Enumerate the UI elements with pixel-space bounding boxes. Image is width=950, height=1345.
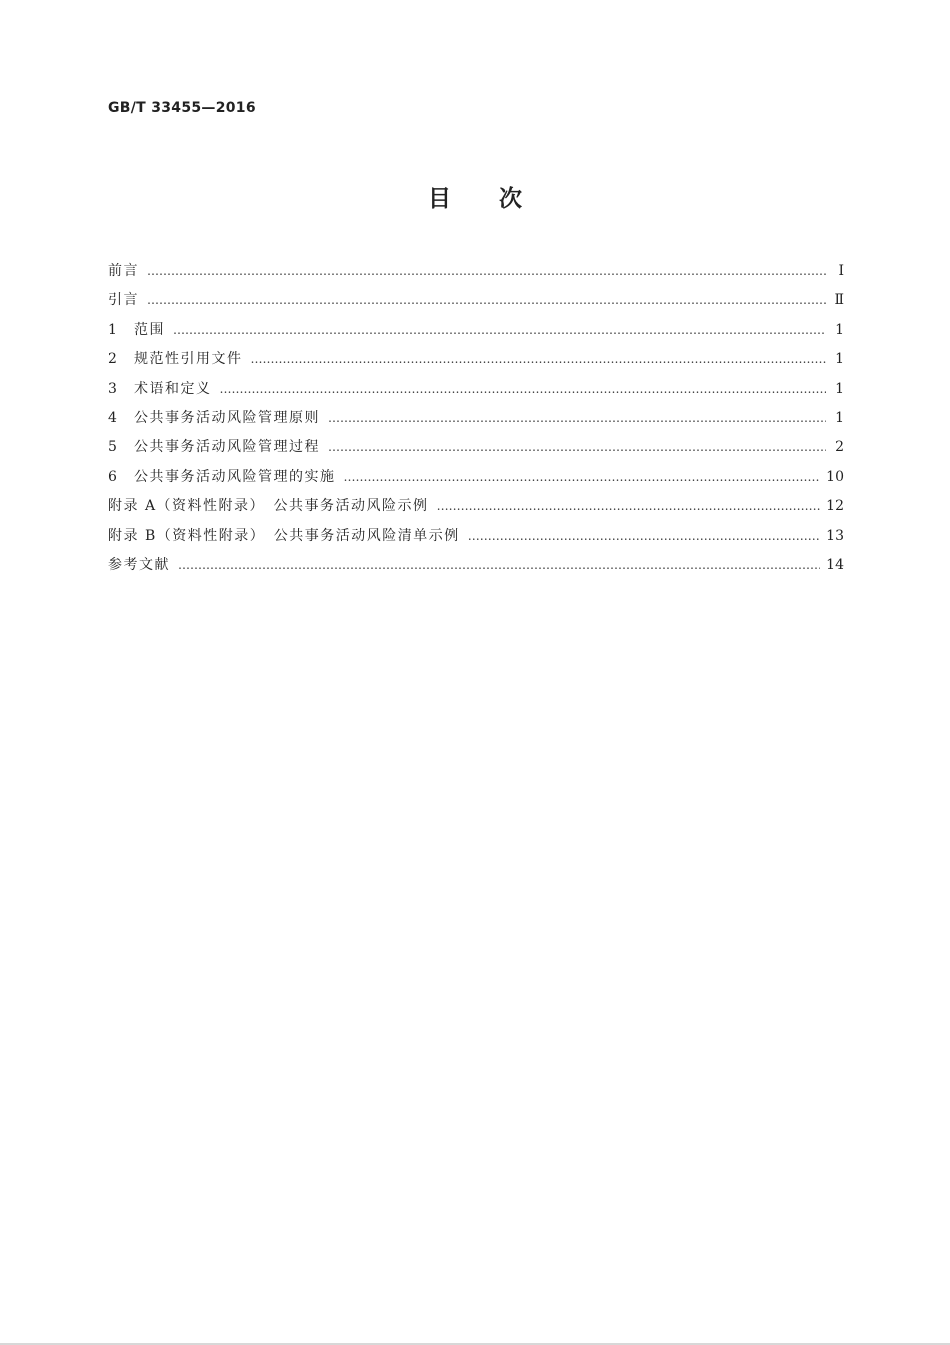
toc-entry-introduction[interactable] — [108, 288, 844, 317]
toc-entry-scope[interactable] — [108, 318, 844, 347]
toc-entry-principles[interactable] — [108, 406, 844, 435]
toc-entry-implementation[interactable] — [108, 465, 844, 494]
toc-entry-label: 公共事务活动风险管理原则 — [134, 409, 320, 426]
toc-entry-number: 5 — [108, 439, 117, 456]
toc-entry-label: 范围 — [134, 321, 165, 338]
toc-entry-label: 规范性引用文件 — [134, 351, 243, 368]
toc-entry-bibliography[interactable] — [108, 553, 844, 582]
toc-entry-number: 4 — [108, 409, 117, 426]
toc-entry-page: 1 — [835, 321, 844, 338]
toc-entry-label: 附录 B（资料性附录） 公共事务活动风险清单示例 — [108, 527, 460, 544]
toc-title-part2: 次 — [499, 186, 522, 212]
toc-leader-dots — [328, 406, 826, 430]
toc-entry-label: 前言 — [108, 263, 139, 279]
toc-entry-label: 附录 A（资料性附录） 公共事务活动风险示例 — [108, 498, 429, 515]
toc-leader-dots — [178, 553, 820, 577]
toc-entry-normative-references[interactable] — [108, 347, 844, 376]
toc-entry-number: 1 — [108, 321, 117, 338]
toc-title — [0, 180, 950, 213]
toc-entry-label: 公共事务活动风险管理的实施 — [134, 468, 336, 485]
toc-entry-page: 10 — [826, 468, 844, 485]
toc-entry-process[interactable] — [108, 435, 844, 464]
toc-entry-page: 1 — [835, 409, 844, 426]
toc-entry-page: 14 — [826, 556, 844, 573]
toc-entry-annex-a[interactable] — [108, 494, 844, 523]
toc-leader-dots — [251, 347, 827, 371]
toc-entry-number: 2 — [108, 351, 117, 368]
toc-entry-terms-definitions[interactable] — [108, 377, 844, 406]
toc-entry-page: Ⅰ — [838, 263, 844, 279]
toc-entry-annex-b[interactable] — [108, 524, 844, 553]
toc-leader-dots — [147, 259, 826, 283]
standard-number: GB/T 33455—2016 — [108, 100, 256, 116]
toc-entry-page: 12 — [826, 498, 844, 515]
toc-entry-page: 13 — [826, 527, 844, 544]
table-of-contents — [108, 259, 844, 582]
toc-leader-dots — [344, 465, 821, 489]
toc-leader-dots — [437, 494, 821, 518]
toc-leader-dots — [468, 524, 820, 548]
toc-leader-dots — [173, 318, 826, 342]
toc-leader-dots — [328, 435, 826, 459]
toc-entry-page: 2 — [835, 439, 844, 456]
toc-leader-dots — [147, 288, 826, 312]
toc-entry-foreword[interactable] — [108, 259, 844, 288]
toc-entry-label: 术语和定义 — [134, 380, 212, 397]
toc-entry-number: 6 — [108, 468, 117, 485]
toc-entry-label: 公共事务活动风险管理过程 — [134, 439, 320, 456]
toc-title-part1: 目 — [428, 186, 451, 212]
toc-entry-number: 3 — [108, 380, 117, 397]
toc-leader-dots — [220, 377, 827, 401]
toc-entry-page: Ⅱ — [834, 292, 844, 309]
toc-entry-page: 1 — [835, 351, 844, 368]
toc-entry-label: 引言 — [108, 292, 139, 309]
toc-entry-label: 参考文献 — [108, 556, 170, 573]
toc-entry-page: 1 — [835, 380, 844, 397]
